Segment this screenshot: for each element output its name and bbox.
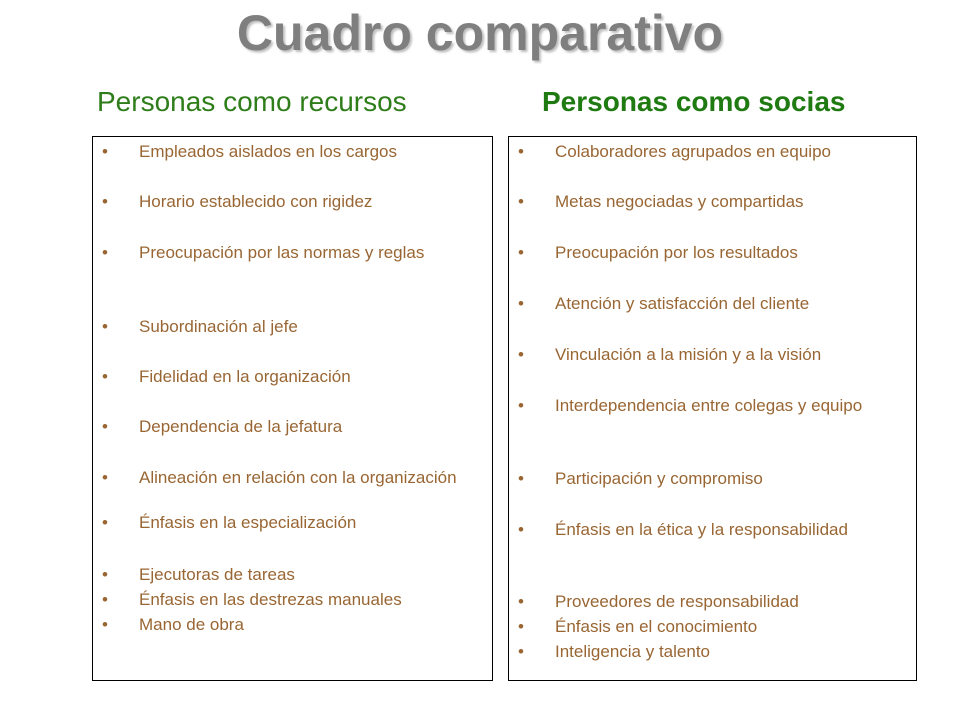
list-item: [102, 616, 482, 634]
list-item: [102, 244, 482, 262]
list-item: [102, 143, 482, 161]
bullet: •: [518, 617, 524, 636]
bullet: •: [102, 142, 108, 161]
list-item-text: Subordinación al jefe: [139, 317, 298, 336]
list-item-text: Mano de obra: [139, 615, 244, 634]
list-item: [102, 418, 482, 436]
bullet: •: [102, 317, 108, 336]
bullet: •: [102, 243, 108, 262]
bullet: •: [102, 367, 108, 386]
list-item-text: Énfasis en la especialización: [139, 513, 357, 532]
bullet: •: [518, 469, 524, 488]
list-item-text: Fidelidad en la organización: [139, 367, 351, 386]
list-item-text: Proveedores de responsabilidad: [555, 592, 799, 611]
list-item: [518, 470, 908, 488]
list-item: [102, 514, 482, 532]
list-item: [518, 193, 908, 211]
list-item: [518, 295, 908, 313]
list-item-text: Participación y compromiso: [555, 469, 763, 488]
bullet: •: [102, 417, 108, 436]
bullet: •: [518, 592, 524, 611]
bullet: •: [518, 243, 524, 262]
list-item: [102, 591, 482, 609]
slide-title: Cuadro comparativo: [236, 5, 724, 61]
list-item-text: Énfasis en el conocimiento: [555, 617, 758, 636]
list-item-text: Preocupación por las normas y reglas: [139, 243, 425, 262]
bullet: •: [102, 565, 108, 584]
list-item-text: Ejecutoras de tareas: [139, 565, 295, 584]
list-item-text: Metas negociadas y compartidas: [555, 192, 804, 211]
bullet: •: [102, 192, 108, 211]
left-column-heading: Personas como recursos: [97, 86, 407, 117]
list-item-text: Inteligencia y talento: [555, 642, 710, 661]
list-item: [102, 318, 482, 336]
bullet: •: [102, 468, 108, 487]
list-item-text: Horario establecido con rigidez: [139, 192, 373, 211]
list-item: [102, 469, 482, 487]
list-item: [518, 521, 908, 539]
list-item-text: Vinculación a la misión y a la visión: [555, 345, 822, 364]
list-item: [102, 193, 482, 211]
bullet: •: [518, 396, 524, 415]
list-item-text: Dependencia de la jefatura: [139, 417, 343, 436]
list-item-text: Alineación en relación con la organización: [139, 468, 457, 487]
bullet: •: [518, 520, 524, 539]
bullet: •: [102, 590, 108, 609]
bullet: •: [518, 192, 524, 211]
list-item: [518, 244, 908, 262]
list-item-text: Preocupación por los resultados: [555, 243, 798, 262]
list-item: [518, 143, 908, 161]
list-item: [102, 566, 482, 584]
bullet: •: [518, 142, 524, 161]
list-item: [518, 593, 908, 611]
right-column-heading: Personas como socias: [542, 86, 846, 117]
list-item-text: Colaboradores agrupados en equipo: [555, 142, 831, 161]
bullet: •: [102, 615, 108, 634]
bullet: •: [518, 294, 524, 313]
right-column-box: [508, 136, 917, 681]
left-column-box: [92, 136, 493, 681]
list-item-text: Empleados aislados en los cargos: [139, 142, 397, 161]
list-item: [102, 368, 482, 386]
list-item-text: Énfasis en la ética y la responsabilidad: [555, 520, 848, 539]
bullet: •: [518, 345, 524, 364]
list-item: [518, 346, 908, 364]
list-item-text: Atención y satisfacción del cliente: [555, 294, 810, 313]
list-item: [518, 643, 908, 661]
list-item-text: Interdependencia entre colegas y equipo: [555, 396, 863, 415]
list-item-text: Énfasis en las destrezas manuales: [139, 590, 402, 609]
bullet: •: [102, 513, 108, 532]
list-item: [518, 397, 908, 415]
bullet: •: [518, 642, 524, 661]
list-item: [518, 618, 908, 636]
